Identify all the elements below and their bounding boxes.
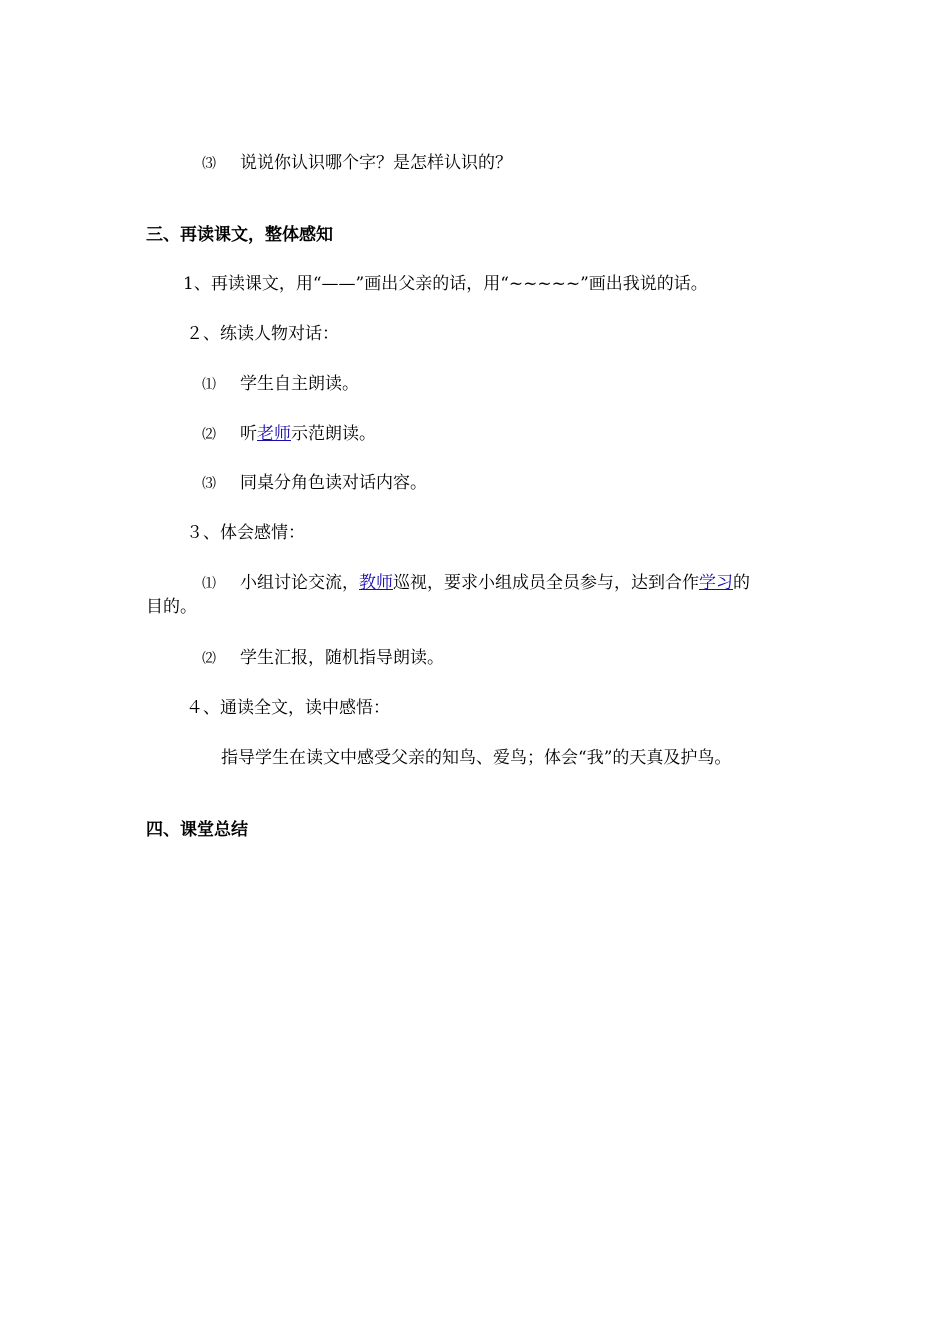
list-item-text: 同桌分角色读对话内容。: [240, 473, 427, 493]
link-teacher[interactable]: 老师: [257, 424, 291, 444]
list-marker: ⑴: [202, 377, 216, 393]
list-item-role-read: [202, 471, 427, 496]
list-item-group-discussion: [202, 571, 750, 596]
list-item-text: 听: [240, 424, 257, 444]
list-marker: ⑶: [202, 476, 216, 492]
link-study[interactable]: 学习: [699, 573, 733, 593]
step-2-text: ２、练读人物对话：: [186, 324, 339, 344]
link-instructor[interactable]: 教师: [359, 573, 393, 593]
step-1-text: 1、再读课文，用“——”画出父亲的话，用“~~~~~”画出我说的话。: [183, 274, 708, 294]
list-marker: ⑵: [202, 651, 216, 667]
section-heading-reread: 三、再读课文，整体感知: [146, 225, 333, 245]
list-item-student-report: [202, 646, 444, 671]
step-4-body: 指导学生在读文中感受父亲的知鸟、爱鸟；体会“我”的天真及护鸟。: [221, 748, 732, 768]
list-item-text: 学生自主朗读。: [240, 374, 359, 394]
step-4-text: ４、通读全文，读中感悟：: [186, 698, 390, 718]
list-item-text: 小组讨论交流，: [240, 573, 359, 593]
list-item-text-middle: 巡视，要求小组成员全员参与，达到合作: [393, 573, 699, 593]
list-item-text: 说说你认识哪个字？是怎样认识的？: [240, 153, 512, 173]
section-heading-summary: 四、课堂总结: [146, 820, 248, 840]
list-marker: ⑴: [202, 576, 216, 592]
list-item-recognize-words: [202, 151, 512, 176]
list-item-text: 学生汇报，随机指导朗读。: [240, 648, 444, 668]
list-item-group-discussion-continued: 目的。: [146, 597, 197, 617]
list-marker: ⑵: [202, 427, 216, 443]
list-item-listen-teacher: [202, 422, 376, 447]
list-item-text-after: 的: [733, 573, 750, 593]
list-marker: ⑶: [202, 156, 216, 172]
list-item-self-read: [202, 372, 359, 397]
step-3-text: ３、体会感情：: [186, 523, 305, 543]
list-item-text-after: 示范朗读。: [291, 424, 376, 444]
